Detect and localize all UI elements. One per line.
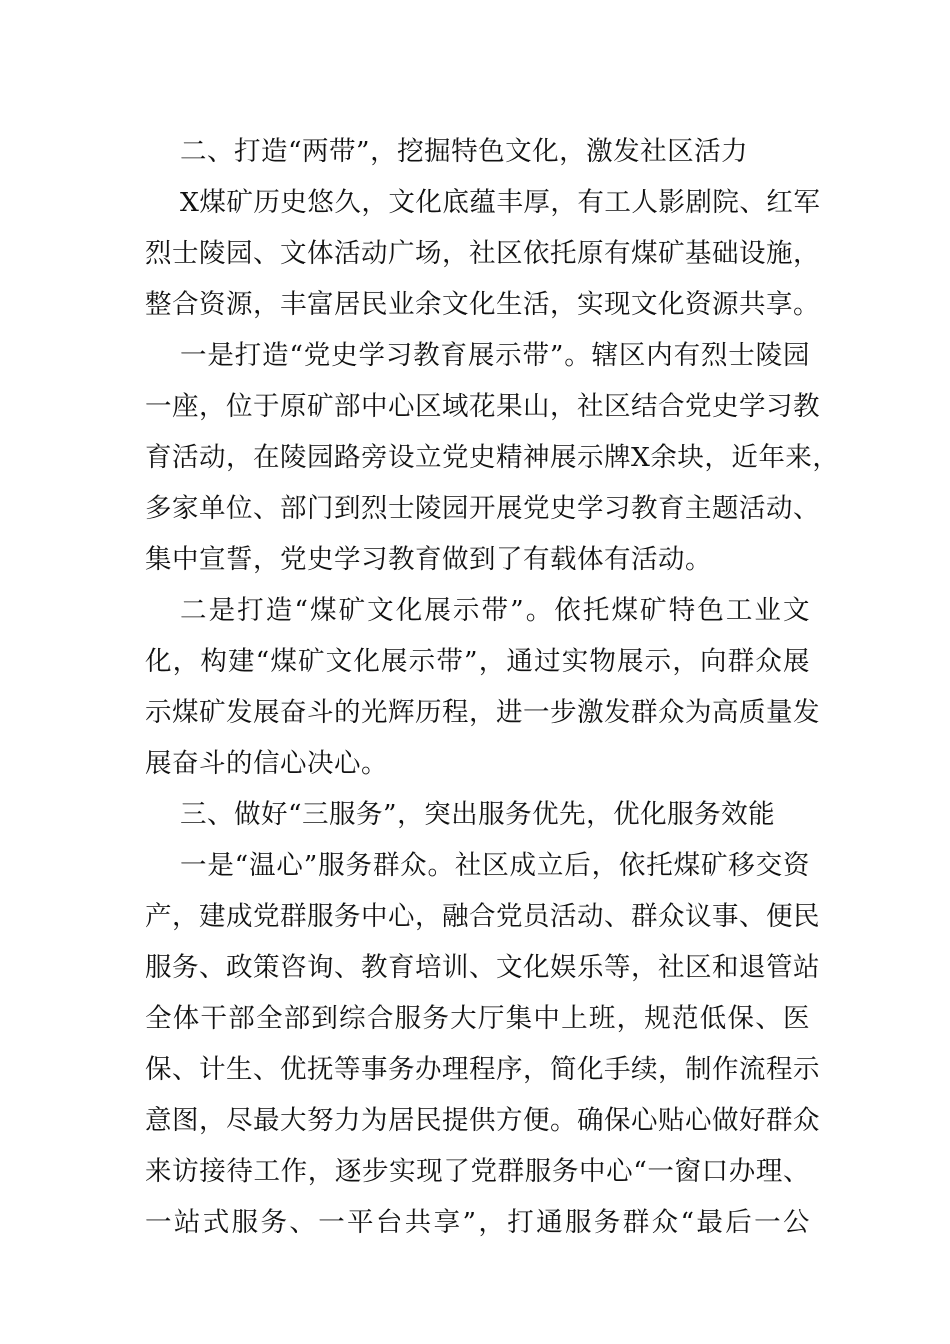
paragraph-line: 意图，尽最大努力为居民提供方便。确保心贴心做好群众	[145, 1105, 820, 1136]
paragraph-line: 烈士陵园、文体活动广场，社区依托原有煤矿基础设施，	[145, 238, 820, 269]
paragraph-line: 二是打造“煤矿文化展示带”。依托煤矿特色工业文	[180, 595, 810, 626]
section-heading-2: 二、打造“两带”，挖掘特色文化，激发社区活力	[180, 136, 749, 167]
document-body	[145, 126, 840, 1248]
paragraph-line: 服务、政策咨询、教育培训、文化娱乐等，社区和退管站	[145, 952, 820, 983]
paragraph-line: 全体干部全部到综合服务大厅集中上班，规范低保、医	[145, 1003, 810, 1034]
paragraph-line: 一是打造“党史学习教育展示带”。辖区内有烈士陵园	[180, 340, 810, 371]
paragraph-line: 一站式服务、一平台共享”，打通服务群众“最后一公	[145, 1207, 810, 1238]
paragraph-line: 来访接待工作，逐步实现了党群服务中心“一窗口办理、	[145, 1156, 810, 1187]
paragraph-line: 展奋斗的信心决心。	[145, 748, 388, 779]
paragraph-line: 整合资源，丰富居民业余文化生活，实现文化资源共享。	[145, 289, 820, 320]
paragraph-line: 一座，位于原矿部中心区域花果山，社区结合党史学习教	[145, 391, 820, 422]
paragraph-line: 保、计生、优抚等事务办理程序，简化手续，制作流程示	[145, 1054, 820, 1085]
paragraph-line: 集中宣誓，党史学习教育做到了有载体有活动。	[145, 544, 712, 575]
paragraph-line: X煤矿历史悠久，文化底蕴丰厚，有工人影剧院、红军	[180, 187, 821, 218]
section-heading-3: 三、做好“三服务”，突出服务优先，优化服务效能	[180, 799, 776, 830]
paragraph-line: 育活动，在陵园路旁设立党史精神展示牌X余块，近年来，	[145, 442, 840, 473]
paragraph-line: 多家单位、部门到烈士陵园开展党史学习教育主题活动、	[145, 493, 820, 524]
paragraph-line: 产，建成党群服务中心，融合党员活动、群众议事、便民	[145, 901, 820, 932]
paragraph-line: 示煤矿发展奋斗的光辉历程，进一步激发群众为高质量发	[145, 697, 820, 728]
paragraph-line: 化，构建“煤矿文化展示带”，通过实物展示，向群众展	[145, 646, 810, 677]
paragraph-line: 一是“温心”服务群众。社区成立后，依托煤矿移交资	[180, 850, 810, 881]
